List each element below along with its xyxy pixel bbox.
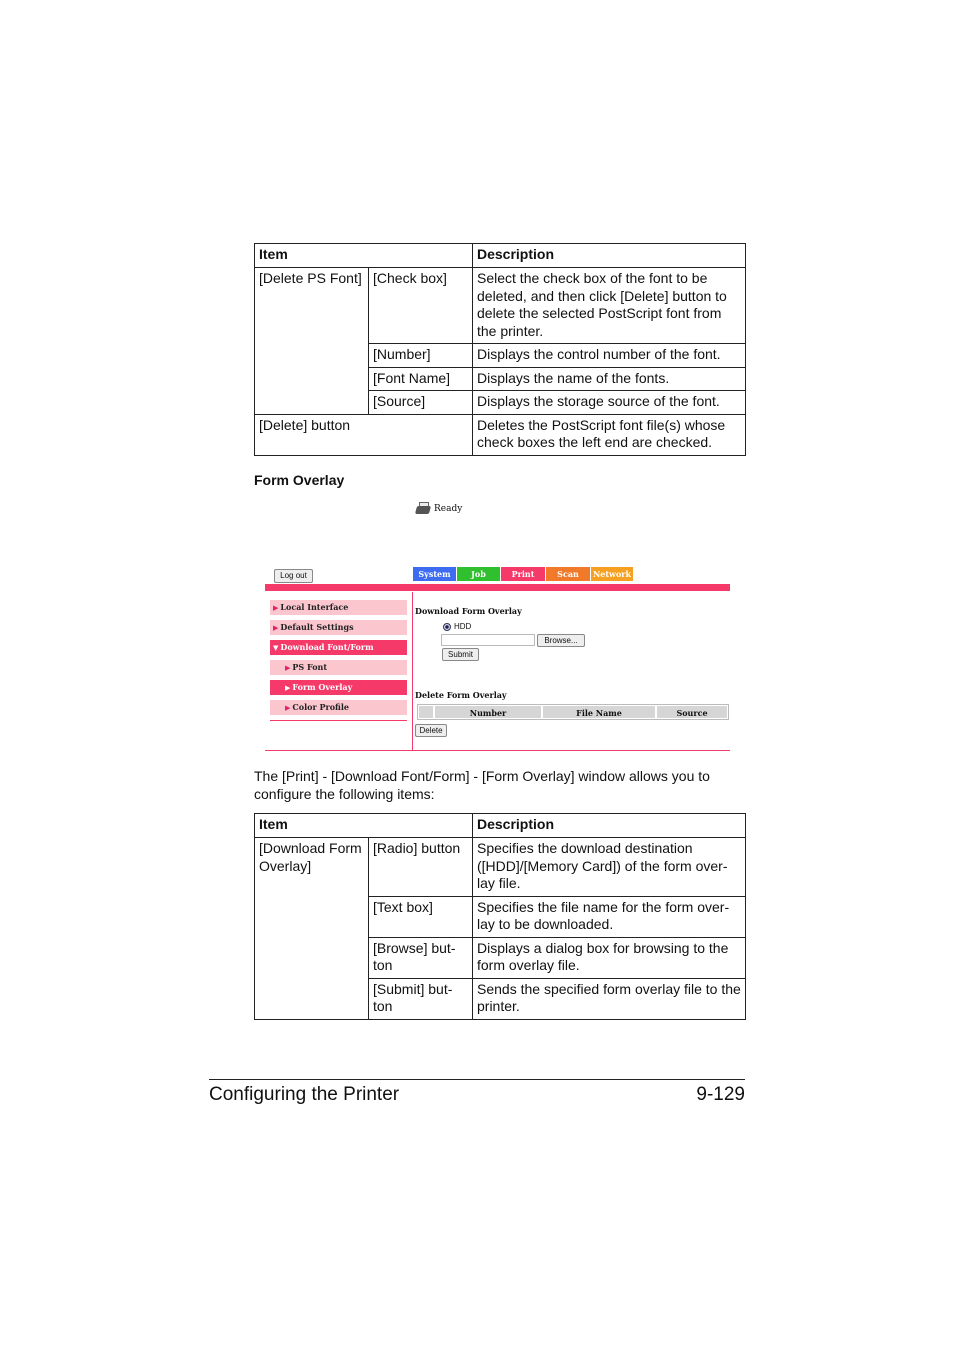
row-sub-label: [Radio] button <box>369 838 473 897</box>
menu-item-form-overlay[interactable] <box>270 680 407 695</box>
status-text: Ready <box>434 504 463 514</box>
delete-ps-font-table <box>254 243 746 456</box>
menu-item-default-settings[interactable] <box>270 620 407 635</box>
table-row <box>255 268 746 344</box>
form-overlay-screenshot <box>265 500 735 755</box>
row-description: Displays the control number of the font. <box>473 344 746 368</box>
menu-item-label: Form Overlay <box>292 682 353 692</box>
table-header-row <box>255 814 746 838</box>
tab-system[interactable]: System <box>413 567 456 581</box>
row-description: Displays a dialog box for browsing to the form overlay file. <box>473 937 746 978</box>
table-row <box>255 838 746 897</box>
tab-scan[interactable]: Scan <box>546 567 590 581</box>
menu-item-label: Download Font/Form <box>280 642 374 652</box>
menu-item-ps-font[interactable] <box>270 660 407 675</box>
header-description: Description <box>473 244 746 268</box>
main-tabs <box>413 567 633 581</box>
form-overlay-table <box>254 813 746 1020</box>
footer-bar <box>265 750 730 751</box>
menu-item-download-font-form[interactable] <box>270 640 407 655</box>
file-name-input[interactable] <box>441 634 535 646</box>
row-description: Deletes the PostScript font file(s) whose check boxes the left end are checked. <box>473 414 746 455</box>
header-description: Description <box>473 814 746 838</box>
delete-form-overlay-title: Delete Form Overlay <box>415 690 507 700</box>
table-row <box>255 414 746 455</box>
row-description: Displays the name of the fonts. <box>473 367 746 391</box>
column-file-name: File Name <box>543 706 655 718</box>
column-number: Number <box>435 706 541 718</box>
row-description: Specifies the download destination ([HDD]/[Memory Card]) of the form over- lay file. <box>473 838 746 897</box>
row-sub-label: [Number] <box>369 344 473 368</box>
row-sub-label: [Check box] <box>369 268 473 344</box>
printer-icon <box>415 502 431 516</box>
arrow-right-icon: ▶ <box>285 703 291 712</box>
page-number: 9-129 <box>696 1084 745 1105</box>
arrow-right-icon: ▶ <box>285 683 291 692</box>
menu-item-label: PS Font <box>292 662 328 672</box>
row-sub-label: [Text box] <box>369 896 473 937</box>
menu-item-label: Local Interface <box>280 602 349 612</box>
row-group-label: [Delete] button <box>255 414 473 455</box>
row-group-label: [Delete PS Font] <box>255 268 369 415</box>
checkbox-column-header <box>419 706 433 718</box>
section-heading: Form Overlay <box>254 472 345 488</box>
column-source: Source <box>657 706 727 718</box>
row-description: Displays the storage source of the font. <box>473 391 746 415</box>
arrow-right-icon: ▶ <box>285 663 291 672</box>
menu-item-label: Color Profile <box>292 702 349 712</box>
row-description: Sends the specified form overlay file to the printer. <box>473 978 746 1019</box>
arrow-right-icon: ▶ <box>273 623 279 632</box>
logout-button[interactable]: Log out <box>274 569 313 583</box>
panel-divider <box>412 592 413 750</box>
table-header-row <box>255 244 746 268</box>
row-description: Select the check box of the font to be deleted, and then click [Delete] button to delete the selected PostScript font from the printer. <box>473 268 746 344</box>
row-group-label: [Download Form Overlay] <box>255 838 369 1020</box>
row-sub-label: [Browse] but- ton <box>369 937 473 978</box>
row-description: Specifies the file name for the form over- lay to be downloaded. <box>473 896 746 937</box>
header-bar <box>265 584 730 591</box>
row-sub-label: [Source] <box>369 391 473 415</box>
footer-rule <box>209 1079 745 1080</box>
footer-title: Configuring the Printer <box>209 1084 400 1105</box>
header-item: Item <box>255 814 473 838</box>
tab-print[interactable]: Print <box>501 567 545 581</box>
browse-button[interactable]: Browse... <box>537 634 585 647</box>
status-indicator <box>415 502 462 516</box>
submit-button[interactable]: Submit <box>442 648 479 661</box>
tab-job[interactable]: Job <box>457 567 500 581</box>
row-sub-label: [Submit] but- ton <box>369 978 473 1019</box>
menu-item-local-interface[interactable] <box>270 600 407 615</box>
intro-paragraph: The [Print] - [Download Font/Form] - [Form Overlay] window allows you to configure the following items: <box>254 768 710 802</box>
menu-divider <box>270 720 407 721</box>
menu-item-color-profile[interactable] <box>270 700 407 715</box>
row-sub-label: [Font Name] <box>369 367 473 391</box>
hdd-radio-label: HDD <box>454 622 472 631</box>
download-form-overlay-title: Download Form Overlay <box>415 606 522 616</box>
menu-item-label: Default Settings <box>280 622 354 632</box>
header-item: Item <box>255 244 473 268</box>
arrow-right-icon: ▶ <box>273 603 279 612</box>
hdd-radio-row[interactable] <box>443 622 471 631</box>
side-menu <box>270 600 407 720</box>
arrow-down-icon: ▼ <box>273 643 279 652</box>
hdd-radio[interactable] <box>443 623 451 631</box>
delete-table-header <box>417 704 729 720</box>
delete-button[interactable]: Delete <box>415 724 447 737</box>
tab-network[interactable]: Network <box>592 569 632 579</box>
